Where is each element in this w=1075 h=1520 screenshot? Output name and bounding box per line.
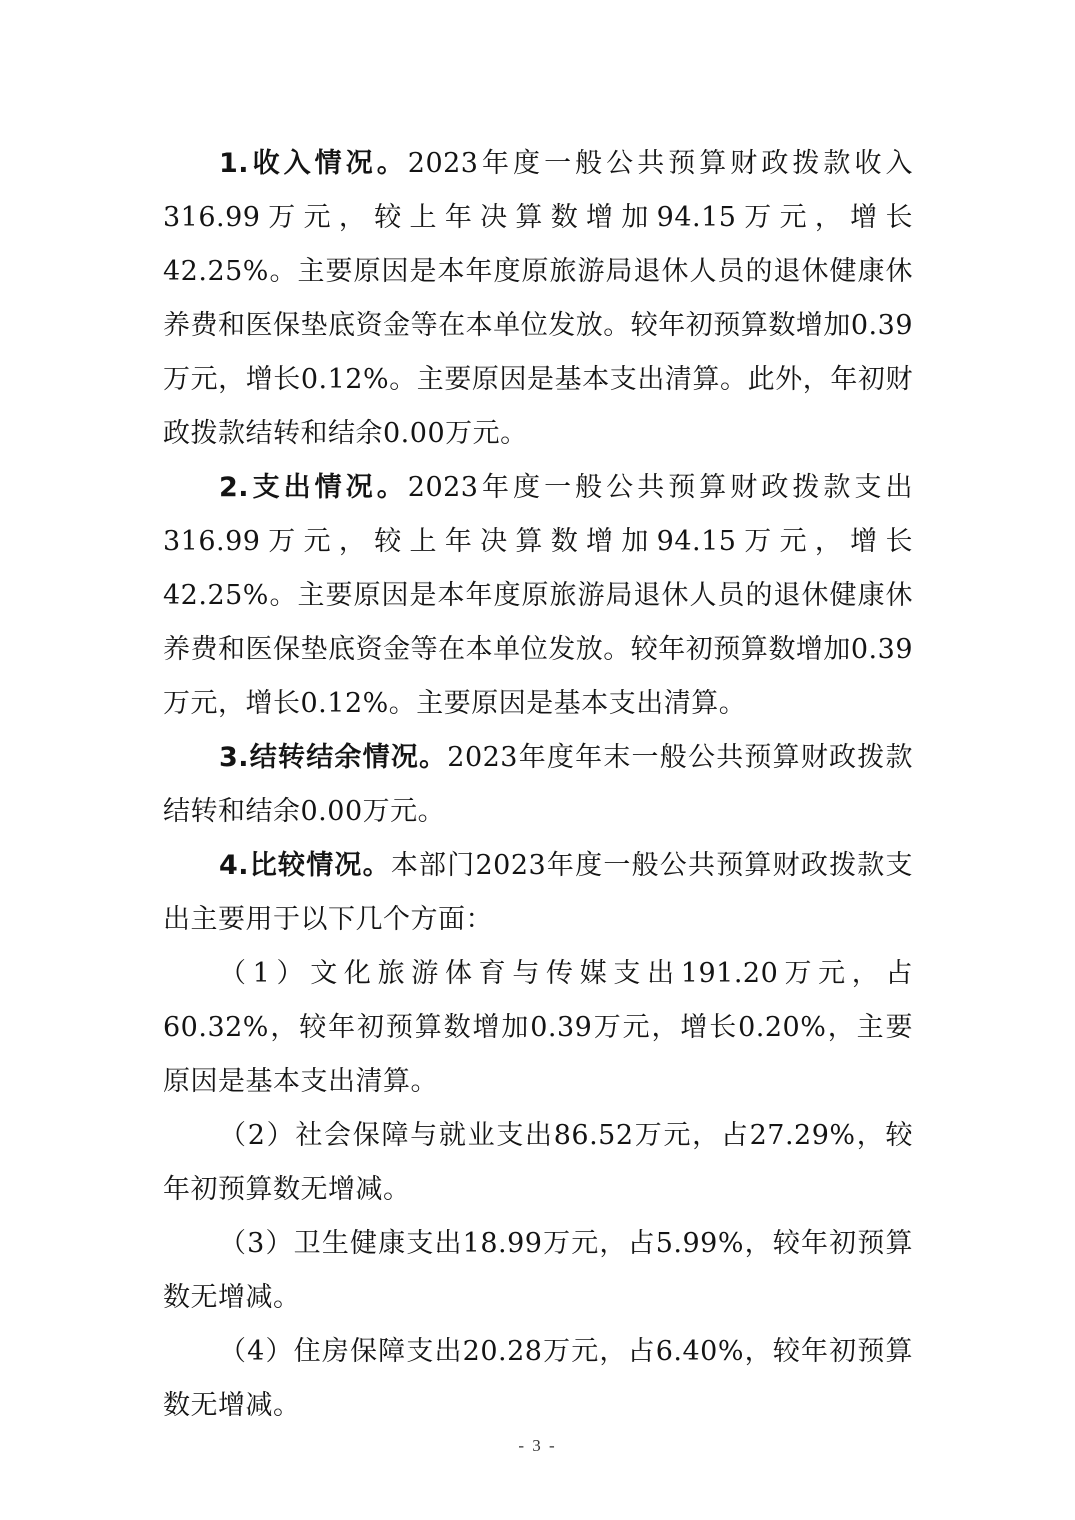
list-item-culture-tourism xyxy=(163,947,913,1109)
paragraph-text: 2023年度一般公共预算财政拨款支出316.99万元，较上年决算数增加94.15万元，增长42.25%。主要原因是本年度原旅游局退休人员的退休健康休养费和医保垫底资金等在本单位发放。较年初预算数增加0.39万元，增长0.12%。主要原因是基本支出清算。 xyxy=(163,472,913,719)
list-item-housing xyxy=(163,1325,913,1433)
paragraph-heading: 3.结转结余情况。 xyxy=(219,742,448,773)
paragraph-text: 2023年度一般公共预算财政拨款收入316.99万元，较上年决算数增加94.15万元，增长42.25%。主要原因是本年度原旅游局退休人员的退休健康休养费和医保垫底资金等在本单位发放。较年初预算数增加0.39万元，增长0.12%。主要原因是基本支出清算。此外，年初财政拨款结转和结余0.00万元。 xyxy=(163,148,913,449)
paragraph-income xyxy=(163,137,913,461)
document-body xyxy=(163,137,913,1433)
paragraph-expenditure xyxy=(163,461,913,731)
paragraph-text: （3）卫生健康支出18.99万元，占5.99%，较年初预算数无增减。 xyxy=(163,1228,913,1313)
paragraph-text: 2023年度年末一般公共预算财政拨款结转和结余0.00万元。 xyxy=(163,742,913,827)
paragraph-heading: 2.支出情况。 xyxy=(219,472,408,503)
paragraph-text: 本部门2023年度一般公共预算财政拨款支出主要用于以下几个方面： xyxy=(163,850,913,935)
paragraph-heading: 1.收入情况。 xyxy=(219,148,408,179)
paragraph-carryover xyxy=(163,731,913,839)
list-item-social-security xyxy=(163,1109,913,1217)
paragraph-heading: 4.比较情况。 xyxy=(219,850,391,881)
paragraph-text: （1）文化旅游体育与传媒支出191.20万元，占60.32%，较年初预算数增加0.39万元，增长0.20%，主要原因是基本支出清算。 xyxy=(163,958,913,1097)
paragraph-text: （4）住房保障支出20.28万元，占6.40%，较年初预算数无增减。 xyxy=(163,1336,913,1421)
list-item-health xyxy=(163,1217,913,1325)
paragraph-comparison xyxy=(163,839,913,947)
paragraph-text: （2）社会保障与就业支出86.52万元，占27.29%，较年初预算数无增减。 xyxy=(163,1120,913,1205)
page-number: - 3 - xyxy=(518,1436,557,1455)
